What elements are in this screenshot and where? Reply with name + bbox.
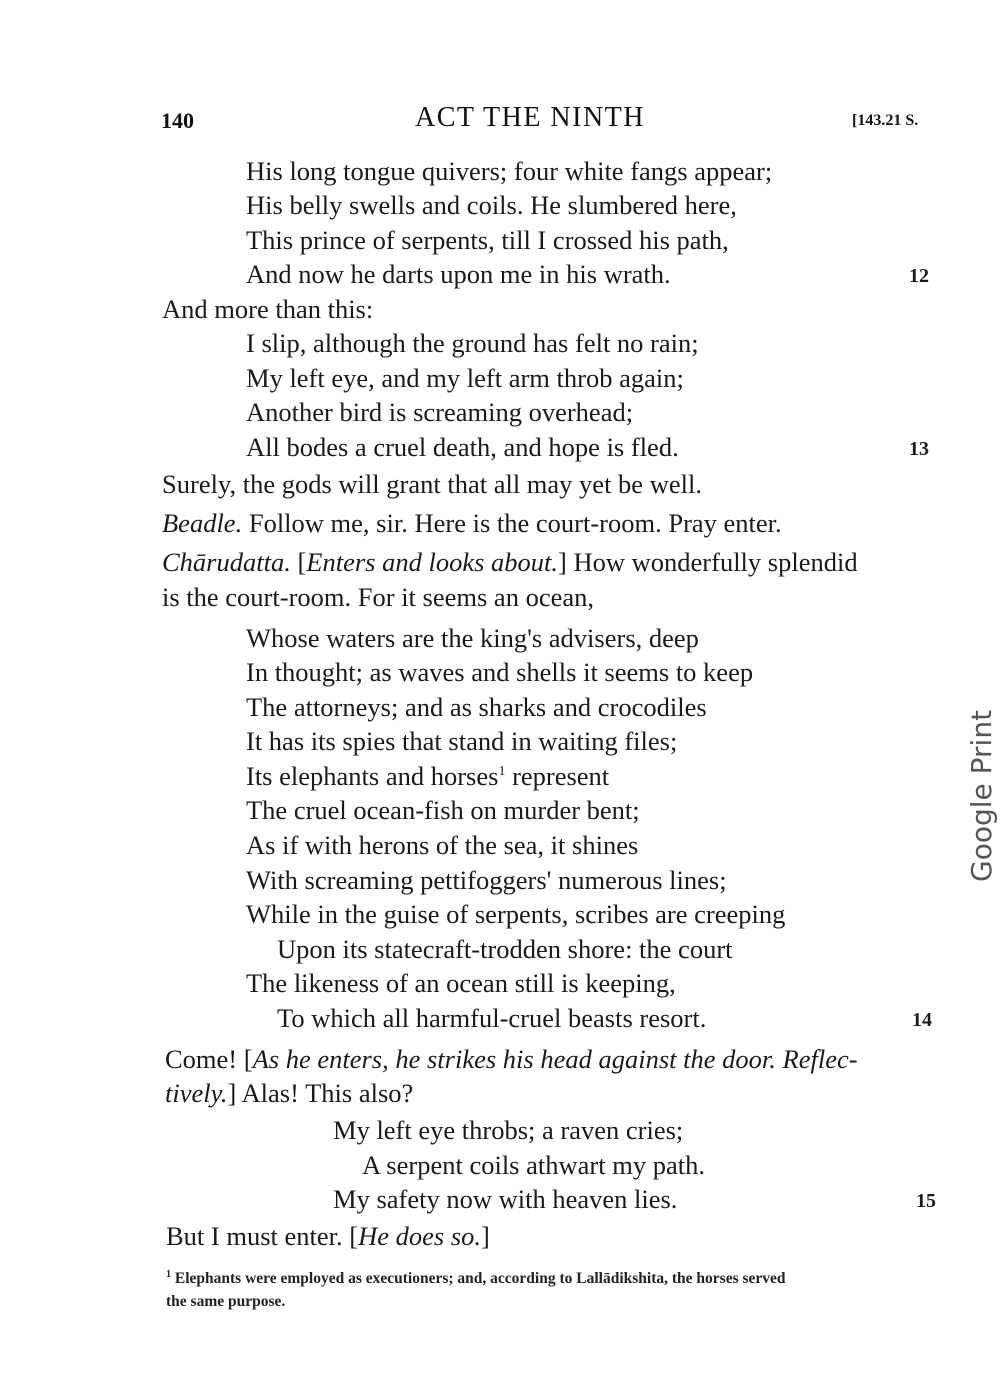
prose-line <box>165 1042 858 1076</box>
verse-line: In thought; as waves and shells it seems to keep <box>246 657 754 687</box>
verse-line: A serpent coils athwart my path. <box>362 1150 705 1180</box>
speaker-name: Beadle. <box>162 508 243 538</box>
verse-line: The cruel ocean-fish on murder bent; <box>246 795 640 825</box>
verse-line: It has its spies that stand in waiting files; <box>246 726 678 756</box>
stage-direction: As he enters, he strikes his head against the door. Reflec- <box>252 1044 858 1074</box>
verse-line: His belly swells and coils. He slumbered here, <box>246 190 737 220</box>
prose-line: is the court-room. For it seems an ocean, <box>162 582 594 612</box>
verse-line: His long tongue quivers; four white fangs appear; <box>246 156 773 186</box>
verse-line: My safety now with heaven lies. <box>333 1184 678 1214</box>
verse-line: Another bird is screaming overhead; <box>246 397 634 427</box>
footnote-marker: 1 <box>166 1269 171 1280</box>
bracket: ] <box>558 547 567 577</box>
bracket: [ <box>243 1044 253 1074</box>
dialogue-text: Follow me, sir. Here is the court-room. Pray enter. <box>242 508 782 538</box>
running-title: ACT THE NINTH <box>415 102 646 133</box>
verse-text: represent <box>505 761 610 791</box>
verse-number: 15 <box>916 1190 936 1212</box>
verse-line: My left eye, and my left arm throb again; <box>246 363 684 393</box>
bracket: [ <box>290 547 307 577</box>
stage-direction: Enters and looks about. <box>306 547 559 577</box>
verse-line: This prince of serpents, till I crossed his path, <box>246 225 729 255</box>
stage-direction: tively. <box>165 1078 228 1108</box>
bracket: [ <box>349 1221 359 1251</box>
page-number: 140 <box>161 108 194 133</box>
dialogue-beadle <box>162 506 782 540</box>
prose-line: Surely, the gods will grant that all may yet be well. <box>162 469 702 499</box>
verse-line: Whose waters are the king's advisers, deep <box>246 623 699 653</box>
footnote-text: Elephants were employed as executioners; and, according to Lallādikshita, the horses served <box>171 1270 786 1287</box>
footnote <box>166 1268 786 1290</box>
footnote: the same purpose. <box>166 1293 286 1310</box>
speaker-name: Chārudatta. <box>162 547 291 577</box>
footnote-marker: 1 <box>498 764 506 779</box>
bracket: ] <box>481 1221 490 1251</box>
dialogue-text: How wonderfully splendid <box>566 547 858 577</box>
verse-line: I slip, although the ground has felt no rain; <box>246 328 699 358</box>
prose-line: And more than this: <box>162 294 374 324</box>
verse-text: Its elephants and horses <box>246 761 499 791</box>
dialogue-text: Alas! This also? <box>236 1078 414 1108</box>
google-print-watermark: Google Print <box>965 709 998 882</box>
verse-line: While in the guise of serpents, scribes are creeping <box>246 899 786 929</box>
verse-line: My left eye throbs; a raven cries; <box>333 1115 684 1145</box>
verse-number: 12 <box>909 265 929 287</box>
verse-line: The attorneys; and as sharks and crocodiles <box>246 692 707 722</box>
verse-line: The likeness of an ocean still is keeping, <box>246 968 676 998</box>
prose-line <box>166 1219 490 1253</box>
verse-line: All bodes a cruel death, and hope is fled. <box>246 432 679 462</box>
verse-line: As if with herons of the sea, it shines <box>246 830 639 860</box>
verse-number: 13 <box>909 438 929 460</box>
bracket: ] <box>227 1078 237 1108</box>
dialogue-charudatta <box>162 545 858 579</box>
verse-line: Upon its statecraft-trodden shore: the court <box>277 934 733 964</box>
verse-number: 14 <box>912 1009 932 1031</box>
dialogue-text: Come! <box>165 1044 244 1074</box>
verse-line: And now he darts upon me in his wrath. <box>246 259 671 289</box>
dialogue-text: But I must enter. <box>166 1221 350 1251</box>
verse-line: With screaming pettifoggers' numerous lines; <box>246 865 727 895</box>
prose-line <box>165 1076 413 1110</box>
page-reference: [143.21 S. <box>852 112 919 129</box>
verse-line <box>246 759 609 793</box>
stage-direction: He does so. <box>358 1221 482 1251</box>
verse-line: To which all harmful-cruel beasts resort. <box>277 1003 707 1033</box>
